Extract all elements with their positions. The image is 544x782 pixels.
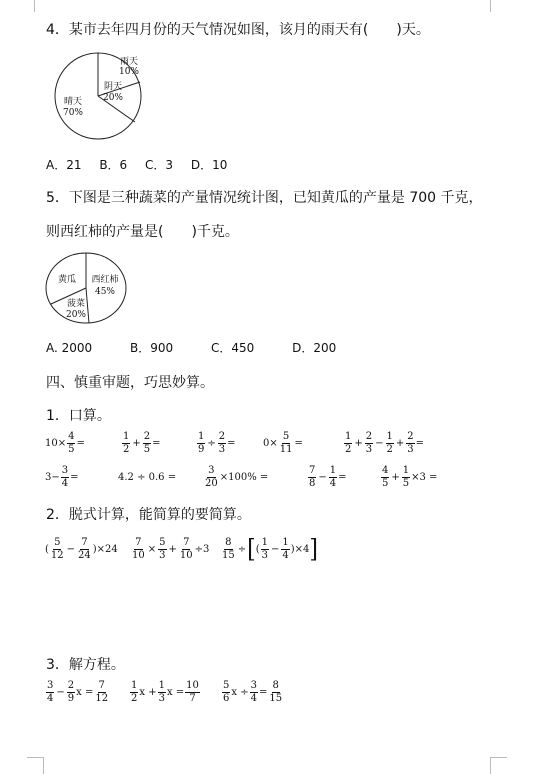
denominator: 3 <box>261 550 268 561</box>
operator: − <box>271 544 280 555</box>
fraction <box>130 681 138 704</box>
fraction <box>179 538 194 561</box>
simplify-expr-3 <box>220 534 319 564</box>
denominator: 3 <box>407 444 414 455</box>
numerator: 1 <box>158 680 165 691</box>
denominator: 5 <box>143 444 151 455</box>
section-4-heading: 四、慎重审题，巧思妙算。 <box>46 375 214 391</box>
numerator: 1 <box>131 680 138 691</box>
oral-expr-1-3 <box>196 432 236 455</box>
crop-mark-top-left <box>18 0 35 12</box>
math-text: = <box>338 472 347 483</box>
operator: − <box>66 544 76 555</box>
operator: + <box>354 438 363 449</box>
fraction <box>67 432 75 455</box>
numerator: 1 <box>261 537 268 548</box>
denominator: 24 <box>78 550 91 561</box>
numerator: 7 <box>183 537 190 548</box>
fraction <box>61 466 69 489</box>
fraction <box>143 432 151 455</box>
option-d[interactable]: D．200 <box>292 341 337 355</box>
denominator: 4 <box>61 478 69 489</box>
denominator: 2 <box>123 444 130 455</box>
oral-expr-2-5 <box>380 466 437 489</box>
numerator: 8 <box>225 537 232 548</box>
numerator: 3 <box>250 680 257 691</box>
fraction <box>77 538 92 561</box>
denominator: 2 <box>345 444 352 455</box>
math-text: 4.2 ÷ 0.6 = <box>118 472 177 483</box>
simplify-title: 2．脱式计算，能简算的要简算。 <box>46 507 251 523</box>
operator: − <box>318 472 327 483</box>
denominator: 15 <box>269 693 283 704</box>
fraction <box>67 681 75 704</box>
weather-pie-chart <box>48 52 148 140</box>
equation-3 <box>221 681 284 704</box>
option-b[interactable]: B．900 <box>130 341 174 355</box>
operator: + <box>132 438 141 449</box>
numerator: 1 <box>345 431 352 442</box>
denominator: 9 <box>198 444 205 455</box>
fraction <box>221 538 236 561</box>
numerator: 5 <box>54 537 61 548</box>
numerator: 1 <box>198 431 205 442</box>
option-a[interactable]: A. 2000 <box>46 341 93 355</box>
oral-expr-1-1 <box>45 432 85 455</box>
pie-value-rain: 10% <box>118 67 140 77</box>
math-text: = <box>294 438 303 449</box>
denominator: 10 <box>179 550 193 561</box>
numerator: 7 <box>135 537 142 548</box>
pie-divider <box>86 288 89 323</box>
pie-label-rain: 雨天 <box>119 57 139 67</box>
numerator: 2 <box>143 431 151 442</box>
math-text: )×4 <box>290 544 310 555</box>
math-text: ÷3 <box>194 544 210 555</box>
option-a[interactable]: A．21 <box>46 158 82 172</box>
fraction <box>158 538 166 561</box>
option-b[interactable]: B．6 <box>99 158 128 172</box>
denominator: 8 <box>309 478 316 489</box>
fraction <box>131 538 146 561</box>
math-text: = <box>76 438 85 449</box>
fraction <box>402 466 410 489</box>
oral-calc-title: 1．口算。 <box>46 408 111 424</box>
denominator: 3 <box>218 444 226 455</box>
numerator: 2 <box>365 431 373 442</box>
math-text: x = <box>166 687 185 698</box>
math-text: = <box>415 438 425 449</box>
denominator: 5 <box>382 478 389 489</box>
vegetable-pie-chart <box>45 252 127 324</box>
pie-label-cloudy: 阴天 <box>103 82 123 92</box>
fraction <box>279 432 294 455</box>
oral-expr-1-5 <box>343 432 424 455</box>
numerator: 5 <box>223 680 230 691</box>
equation-1 <box>45 681 110 704</box>
denominator: 5 <box>402 478 410 489</box>
option-c[interactable]: C．3 <box>145 158 174 172</box>
denominator: 3 <box>158 693 165 704</box>
operator: ÷ <box>207 438 216 449</box>
fraction <box>308 466 316 489</box>
simplify-expr-2 <box>130 538 209 561</box>
crop-mark-bottom-left <box>27 757 44 774</box>
operator: − <box>375 438 384 449</box>
pie-label-tomato: 西红柿 <box>91 275 119 285</box>
pie-label-sunny: 晴天 <box>63 97 83 107</box>
oral-expr-1-2 <box>121 432 161 455</box>
denominator: 4 <box>47 693 54 704</box>
numerator: 5 <box>159 537 166 548</box>
numerator: 10 <box>186 680 199 691</box>
oral-expr-1-4 <box>263 432 303 455</box>
fraction <box>158 681 166 704</box>
numerator: 3 <box>61 465 69 476</box>
fraction <box>222 681 230 704</box>
operator: ÷ <box>237 544 247 555</box>
question-4-text: 4．某市去年四月份的天气情况如图，该月的雨天有( )天。 <box>46 22 430 38</box>
math-text: ×3 = <box>411 472 438 483</box>
numerator: 1 <box>329 465 337 476</box>
math-text: ( <box>255 544 260 555</box>
fraction <box>218 432 226 455</box>
pie-label-spinach: 菠菜 <box>66 299 86 309</box>
numerator: 2 <box>67 680 75 691</box>
crop-mark-top-right <box>490 0 507 12</box>
pie-label-cucumber: 黄瓜 <box>57 275 77 285</box>
fraction <box>344 432 352 455</box>
oral-expr-2-4 <box>307 466 347 489</box>
operator: + <box>168 544 177 555</box>
denominator: 2 <box>131 693 138 704</box>
denominator: 7 <box>189 693 196 704</box>
fraction <box>406 432 414 455</box>
fraction <box>185 681 200 704</box>
option-c[interactable]: C．450 <box>210 341 255 355</box>
question-4-options <box>46 156 227 173</box>
pie-value-spinach: 20% <box>65 310 87 320</box>
denominator: 6 <box>223 693 230 704</box>
simplify-expr-1 <box>45 538 118 561</box>
operator: × <box>147 544 157 555</box>
denominator: 4 <box>250 693 257 704</box>
equations-title: 3．解方程。 <box>46 657 125 673</box>
fraction <box>46 681 54 704</box>
math-text: x = <box>76 687 94 698</box>
numerator: 1 <box>386 431 393 442</box>
pie-value-sunny: 70% <box>62 108 84 118</box>
operator: − <box>56 687 65 698</box>
denominator: 12 <box>95 693 109 704</box>
fraction <box>386 432 394 455</box>
equation-2 <box>129 681 201 704</box>
denominator: 15 <box>222 550 235 561</box>
denominator: 4 <box>282 550 289 561</box>
numerator: 7 <box>81 537 88 548</box>
fraction <box>281 538 289 561</box>
denominator: 4 <box>329 478 337 489</box>
fraction <box>381 466 389 489</box>
numerator: 1 <box>402 465 410 476</box>
question-5-options <box>46 339 336 356</box>
denominator: 3 <box>159 550 166 561</box>
numerator: 3 <box>47 680 54 691</box>
denominator: 12 <box>50 550 64 561</box>
numerator: 7 <box>98 680 105 691</box>
denominator: 2 <box>386 444 393 455</box>
denominator: 20 <box>205 478 218 489</box>
question-5-line-2: 则西红柿的产量是( )千克。 <box>46 224 239 240</box>
fraction <box>250 681 258 704</box>
math-text: = <box>152 438 161 449</box>
numerator: 2 <box>218 431 226 442</box>
denominator: 11 <box>279 444 293 455</box>
fraction <box>50 538 65 561</box>
math-text: 0× <box>263 438 278 449</box>
pie-value-tomato: 45% <box>94 287 116 297</box>
numerator: 2 <box>407 431 414 442</box>
math-text: ( <box>45 544 49 555</box>
question-5-line-1: 5．下图是三种蔬菜的产量情况统计图，已知黄瓜的产量是 700 千克， <box>46 190 483 206</box>
pie-value-cloudy: 20% <box>102 93 124 103</box>
fraction <box>122 432 130 455</box>
denominator: 3 <box>365 444 373 455</box>
numerator: 1 <box>282 537 289 548</box>
operator: + <box>391 472 400 483</box>
math-text: x + <box>139 687 157 698</box>
math-text: x ÷ <box>231 687 249 698</box>
operator: + <box>395 438 405 449</box>
numerator: 7 <box>309 465 316 476</box>
numerator: 1 <box>123 431 130 442</box>
numerator: 4 <box>382 465 389 476</box>
denominator: 9 <box>67 693 75 704</box>
crop-mark-bottom-right <box>490 757 507 774</box>
denominator: 5 <box>68 444 75 455</box>
oral-expr-2-2 <box>118 472 176 483</box>
fraction <box>268 681 283 704</box>
fraction <box>197 432 205 455</box>
bracket: [ <box>247 534 256 564</box>
fraction <box>365 432 373 455</box>
math-text: = <box>70 472 79 483</box>
fraction <box>94 681 109 704</box>
option-d[interactable]: D．10 <box>190 158 228 172</box>
numerator: 8 <box>272 680 279 691</box>
fraction <box>329 466 337 489</box>
numerator: 3 <box>208 465 215 476</box>
numerator: 4 <box>68 431 75 442</box>
math-text: ×100% = <box>219 472 269 483</box>
fraction <box>261 538 269 561</box>
math-text: 10× <box>45 438 67 449</box>
fraction <box>204 466 219 489</box>
oral-expr-2-3 <box>203 466 268 489</box>
numerator: 5 <box>282 431 290 442</box>
math-text: = <box>258 687 268 698</box>
math-text: )×24 <box>92 544 118 555</box>
oral-expr-2-1 <box>45 466 79 489</box>
math-text: = <box>227 438 236 449</box>
math-text: 3− <box>45 472 60 483</box>
bracket: ] <box>309 534 319 564</box>
denominator: 10 <box>132 550 145 561</box>
